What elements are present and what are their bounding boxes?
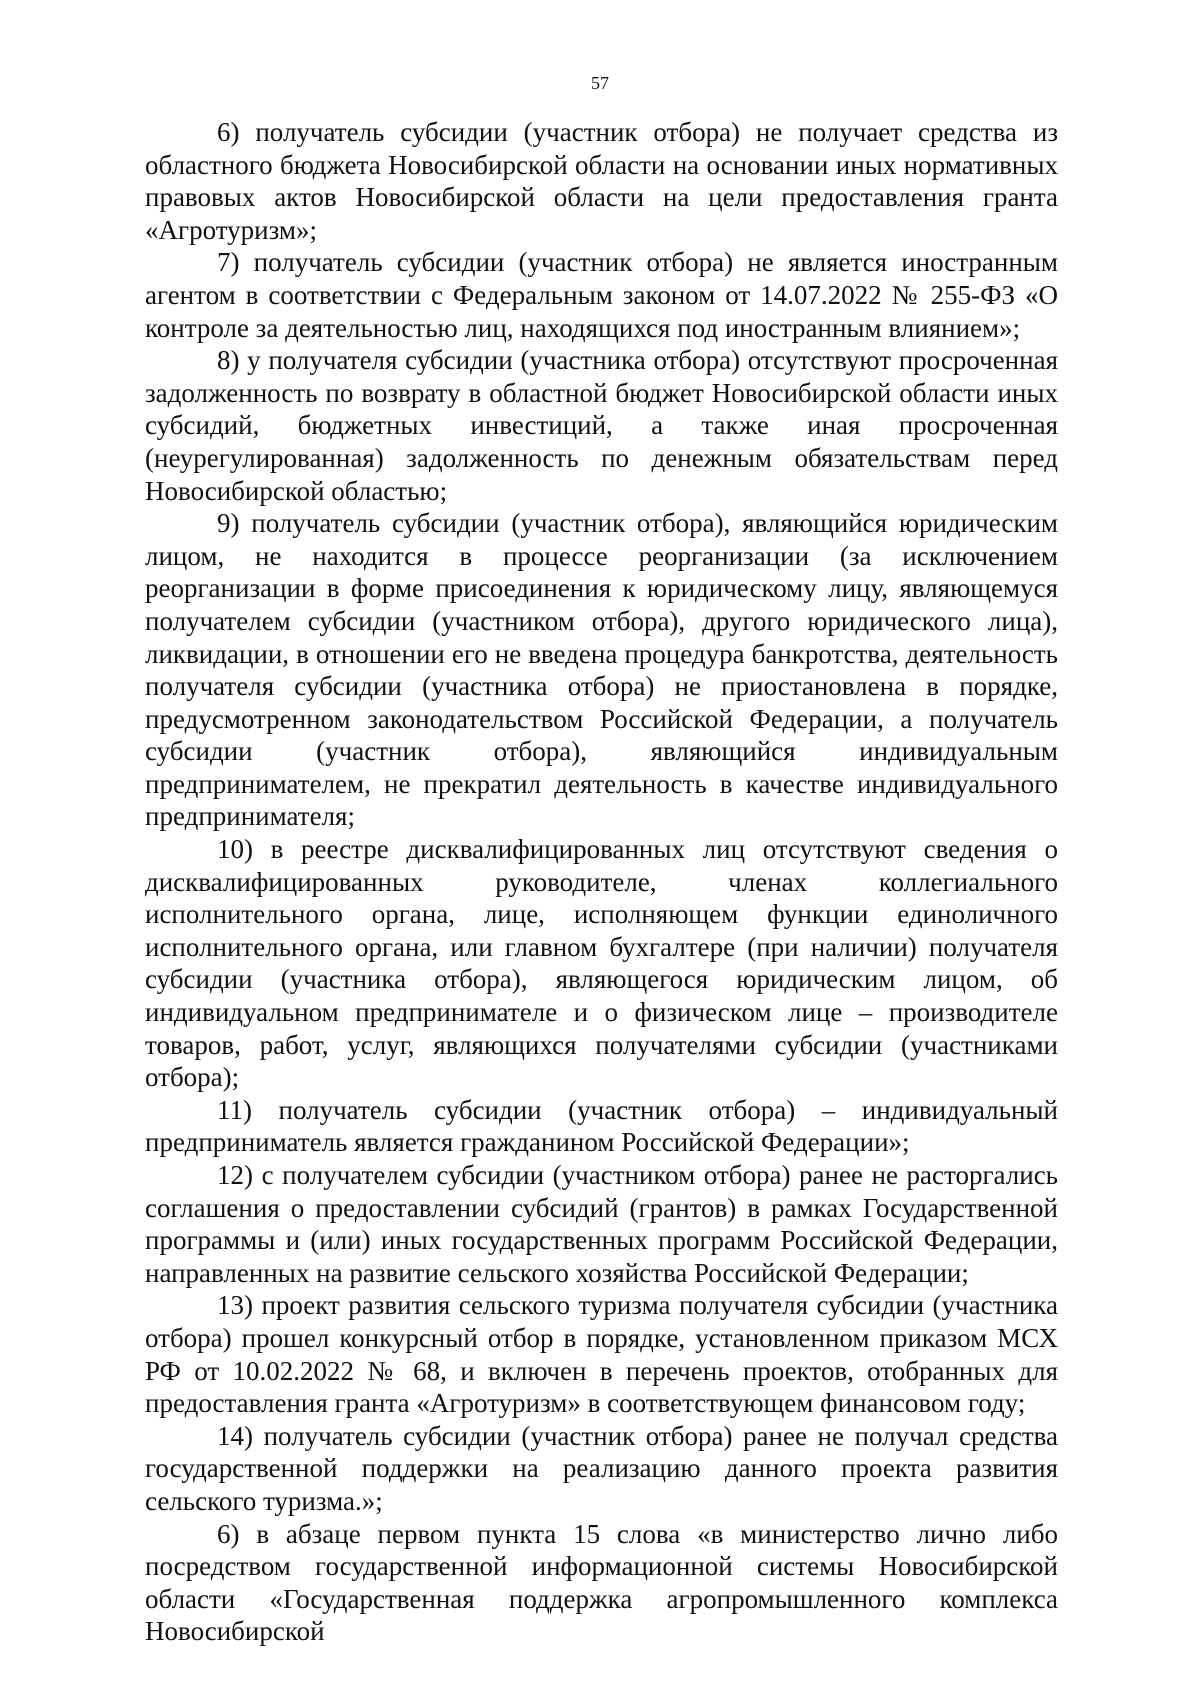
paragraph-item-11: 11) получатель субсидии (участник отбора) – индивидуальный предприниматель является гражданином Российской Федерации»; (145, 1094, 1058, 1158)
paragraph-item-13: 13) проект развития сельского туризма получателя субсидии (участника отбора) прошел конкурсный отбор в порядке, установленном приказом МСХ РФ от 10.02.2022 № 68, и включен в перечень проектов, отобранных для предоставления гранта «Агротуризм» в соответствующем финансовом году; (145, 1290, 1058, 1419)
paragraph-amendment-6: 6) в абзаце первом пункта 15 слова «в министерство лично либо посредством государственной информационной системы Новосибирской области «Государственная поддержка агропромышленного комплекса Новосибирской (145, 1518, 1058, 1647)
paragraph-item-12: 12) с получателем субсидии (участником отбора) ранее не расторгались соглашения о предоставлении субсидий (грантов) в рамках Государственной программы и (или) иных государственных программ Российской Федерации, направленных на развитие сельского хозяйства Российской Федерации; (145, 1160, 1058, 1288)
document-body (145, 116, 1058, 1648)
paragraph-item-6: 6) получатель субсидии (участник отбора) не получает средства из областного бюджета Новосибирской области на основании иных нормативных правовых актов Новосибирской области на цели предоставления гранта «Агротуризм»; (145, 117, 1058, 245)
page-number: 57 (591, 73, 609, 93)
paragraph-item-8: 8) у получателя субсидии (участника отбора) отсутствуют просроченная задолженность по возврату в областной бюджет Новосибирской области иных субсидий, бюджетных инвестиций, а также иная просроченная (неурегулированная) задолженность по денежным обязательствам перед Новосибирской областью; (145, 345, 1058, 506)
paragraph-item-10: 10) в реестре дисквалифицированных лиц отсутствуют сведения о дисквалифицированных руководителе, членах коллегиального исполнительного органа, лице, исполняющем функции единоличного исполнительного органа, или главном бухгалтере (при наличии) получателя субсидии (участника отбора), являющегося юридическим лицом, об индивидуальном предпринимателе и о физическом лице – производителе товаров, работ, услуг, являющихся получателями субсидии (участниками отбора); (145, 834, 1058, 1093)
paragraph-item-14: 14) получатель субсидии (участник отбора) ранее не получал средства государственной поддержки на реализацию данного проекта развития сельского туризма.»; (145, 1420, 1058, 1516)
paragraph-item-9: 9) получатель субсидии (участник отбора), являющийся юридическим лицом, не находится в процессе реорганизации (за исключением реорганизации в форме присоединения к юридическому лицу, являющемуся получателем субсидии (участником отбора), другого юридического лица), ликвидации, в отношении его не введена процедура банкротства, деятельность получателя субсидии (участника отбора) не приостановлена в порядке, предусмотренном законодательством Российской Федерации, а получатель субсидии (участник отбора), являющийся индивидуальным предпринимателем, не прекратил деятельность в качестве индивидуального предпринимателя; (145, 508, 1058, 832)
paragraph-item-7: 7) получатель субсидии (участник отбора) не является иностранным агентом в соответствии с Федеральным законом от 14.07.2022 № 255-ФЗ «О контроле за деятельностью лиц, находящихся под иностранным влиянием»; (145, 247, 1058, 343)
